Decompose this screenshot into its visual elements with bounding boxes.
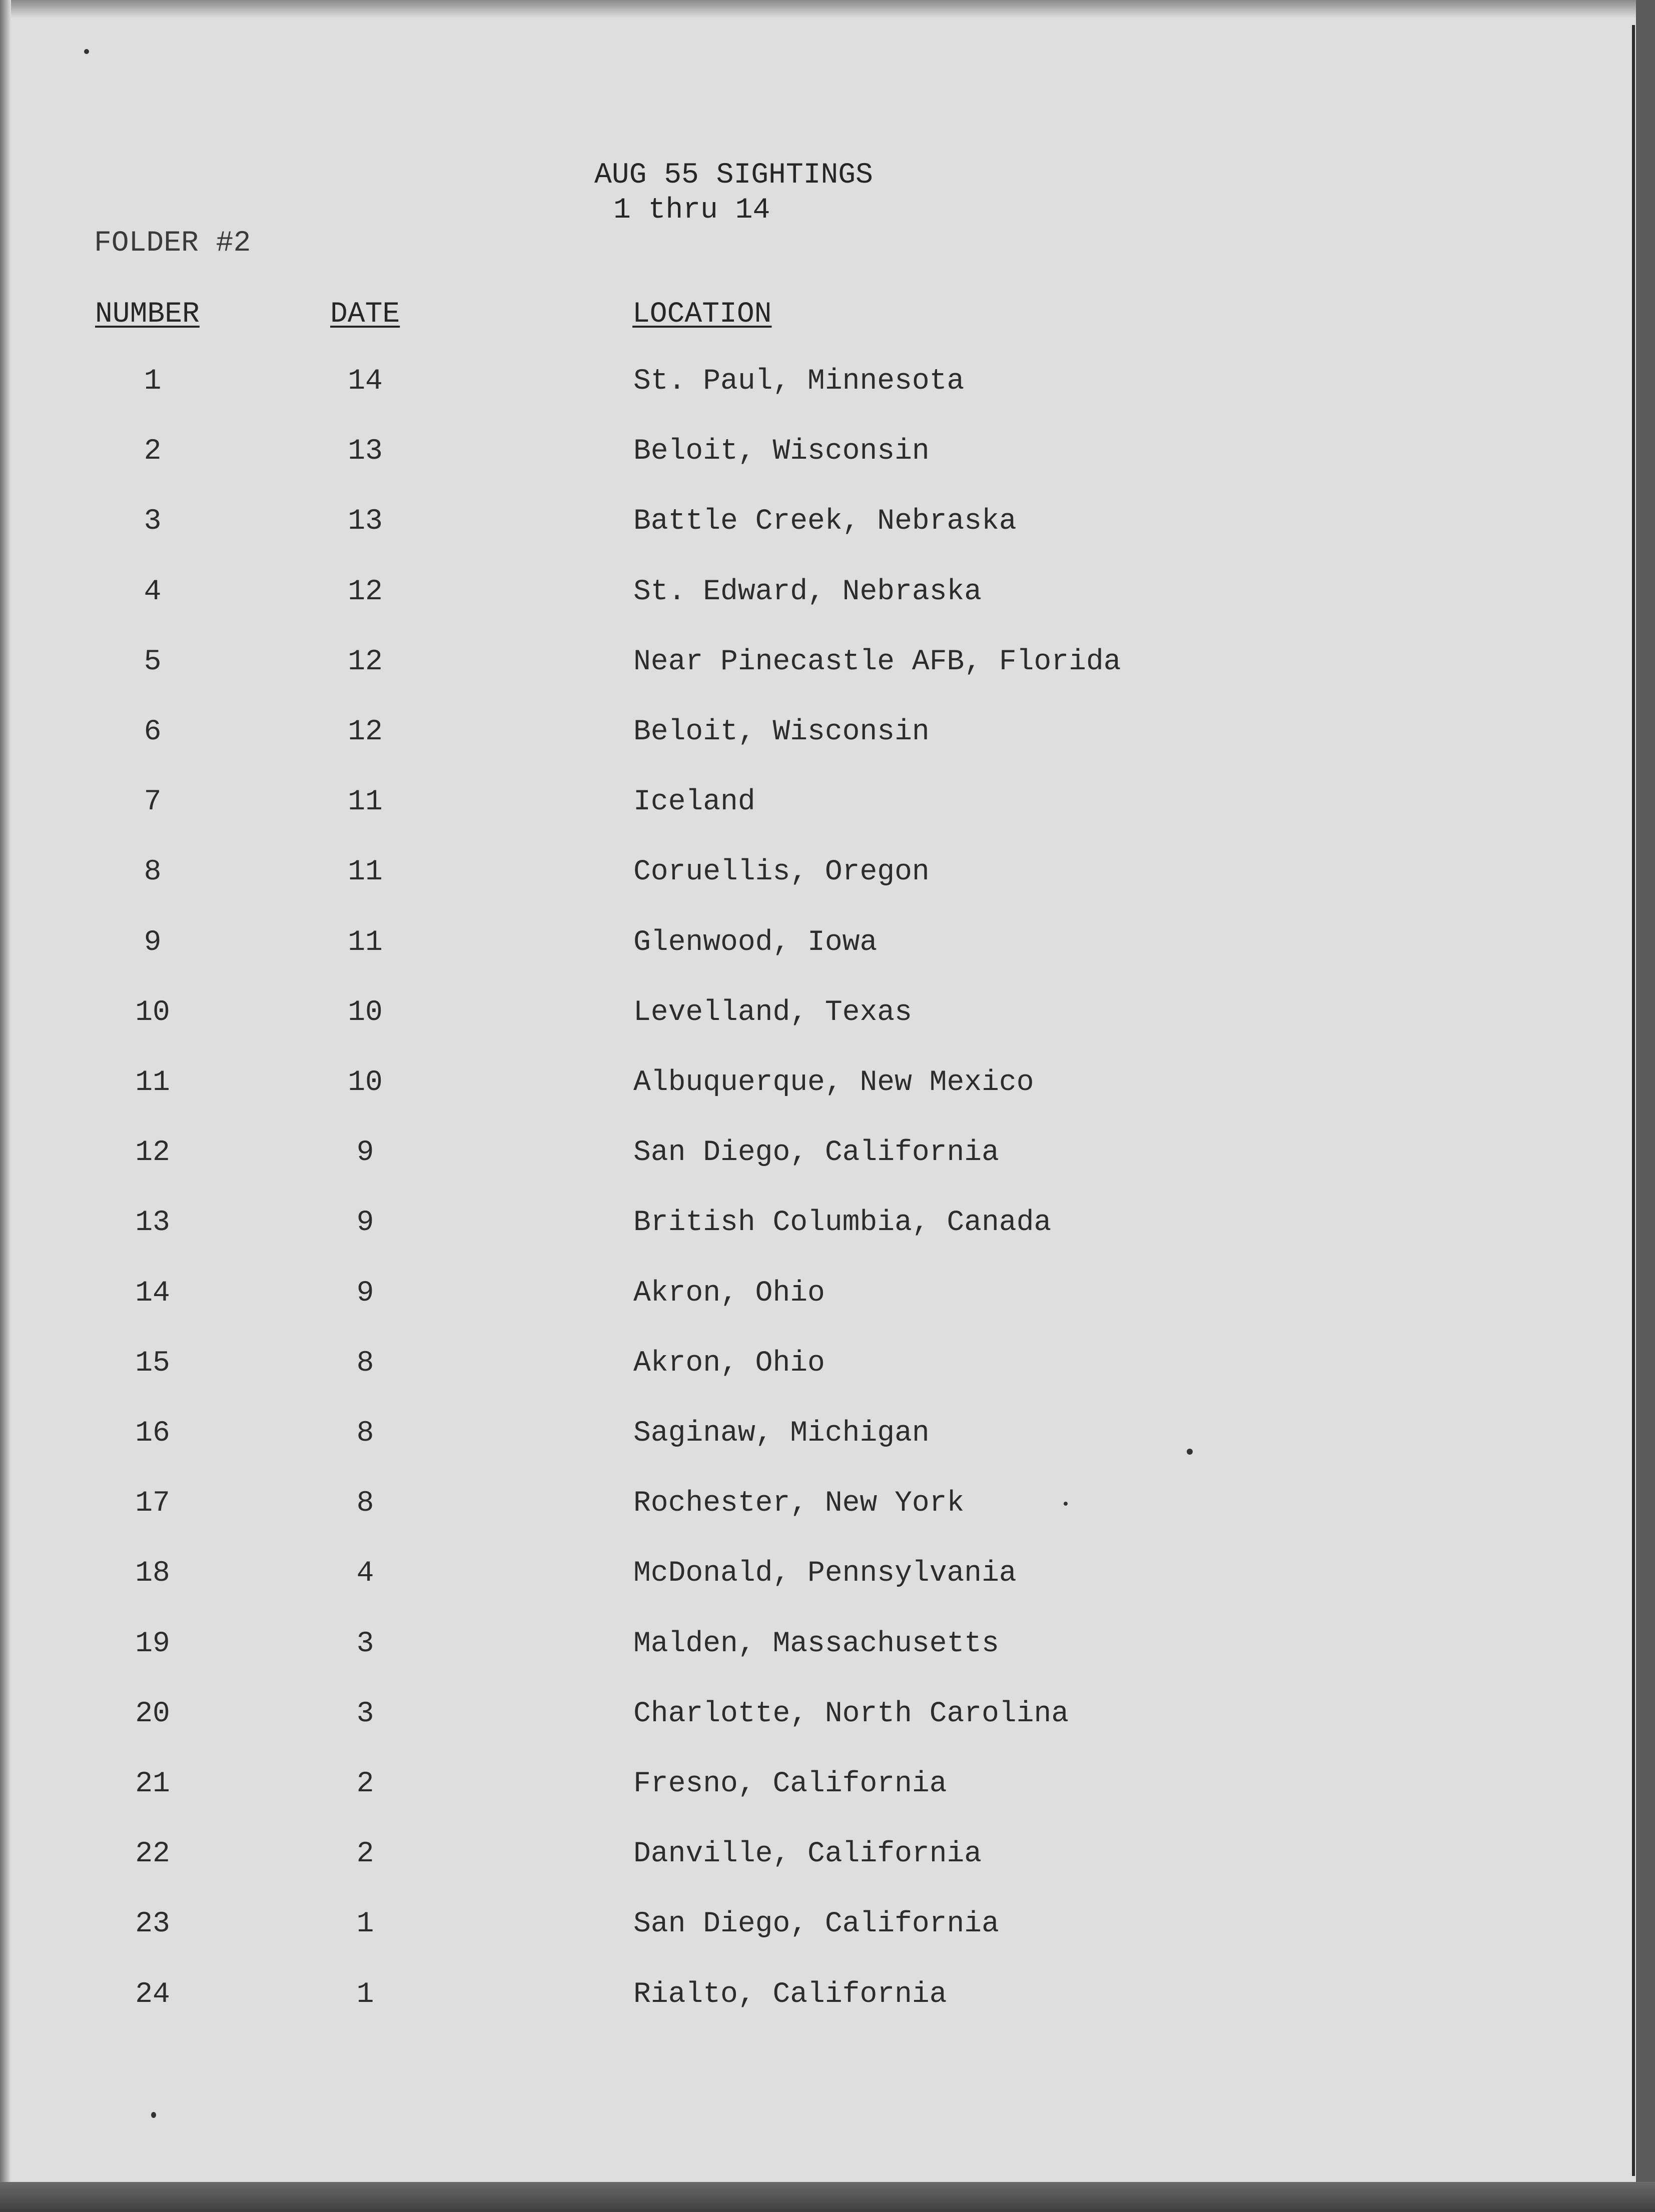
row-location: San Diego, California — [633, 1137, 999, 1169]
document-title: AUG 55 SIGHTINGS — [594, 159, 873, 192]
row-location: Iceland — [633, 786, 755, 818]
scan-bottom-edge — [0, 2182, 1655, 2212]
document-subtitle: 1 thru 14 — [613, 194, 770, 227]
table-row — [0, 1068, 1636, 1103]
row-location: Rochester, New York — [633, 1487, 965, 1520]
row-location: Charlotte, North Carolina — [633, 1698, 1069, 1730]
table-row — [0, 1559, 1636, 1594]
row-location: Malden, Massachusetts — [633, 1628, 999, 1660]
table-row — [0, 998, 1636, 1033]
row-number: 21 — [135, 1768, 170, 1800]
row-location: Fresno, California — [633, 1768, 947, 1800]
row-date: 14 — [348, 365, 383, 398]
row-number: 22 — [135, 1838, 170, 1870]
row-location: Near Pinecastle AFB, Florida — [633, 646, 1121, 678]
row-location: Saginaw, Michigan — [633, 1417, 930, 1450]
row-date: 11 — [348, 926, 383, 959]
row-location: Levelland, Texas — [633, 996, 912, 1029]
row-date: 11 — [348, 786, 383, 818]
row-location: Coruellis, Oregon — [633, 856, 930, 888]
row-number: 18 — [135, 1557, 170, 1590]
row-number: 9 — [144, 926, 162, 959]
folder-label: FOLDER #2 — [94, 227, 251, 260]
row-number: 8 — [144, 856, 162, 888]
table-row — [0, 928, 1636, 963]
row-date: 13 — [348, 435, 383, 468]
row-number: 19 — [135, 1628, 170, 1660]
column-header-location: LOCATION — [632, 298, 772, 331]
row-date: 1 — [356, 1978, 374, 2011]
row-number: 14 — [135, 1277, 170, 1310]
row-location: Akron, Ohio — [633, 1277, 825, 1310]
row-date: 4 — [356, 1557, 374, 1590]
row-date: 9 — [356, 1207, 374, 1239]
table-row — [0, 1209, 1636, 1244]
scan-speck — [151, 2112, 156, 2118]
table-row — [0, 788, 1636, 823]
row-number: 16 — [135, 1417, 170, 1450]
row-date: 9 — [356, 1137, 374, 1169]
row-location: Beloit, Wisconsin — [633, 435, 930, 468]
table-row — [0, 1139, 1636, 1174]
row-location: St. Edward, Nebraska — [633, 576, 982, 608]
row-date: 1 — [356, 1908, 374, 1940]
row-number: 23 — [135, 1908, 170, 1940]
column-header-date: DATE — [330, 298, 400, 331]
row-number: 2 — [144, 435, 162, 468]
row-location: Beloit, Wisconsin — [633, 716, 930, 748]
table-row — [0, 578, 1636, 613]
row-number: 15 — [135, 1347, 170, 1380]
row-location: Albuquerque, New Mexico — [633, 1066, 1034, 1099]
row-number: 3 — [144, 505, 162, 538]
row-date: 3 — [356, 1698, 374, 1730]
table-row — [0, 1840, 1636, 1875]
table-row — [0, 1279, 1636, 1314]
table-row — [0, 507, 1636, 542]
row-number: 11 — [135, 1066, 170, 1099]
row-date: 3 — [356, 1628, 374, 1660]
row-location: McDonald, Pennsylvania — [633, 1557, 1017, 1590]
row-location: San Diego, California — [633, 1908, 999, 1940]
row-number: 1 — [144, 365, 162, 398]
row-date: 13 — [348, 505, 383, 538]
row-date: 11 — [348, 856, 383, 888]
row-number: 20 — [135, 1698, 170, 1730]
row-date: 8 — [356, 1347, 374, 1380]
row-number: 12 — [135, 1137, 170, 1169]
row-date: 2 — [356, 1768, 374, 1800]
row-number: 13 — [135, 1207, 170, 1239]
table-row — [0, 1770, 1636, 1805]
table-row — [0, 1980, 1636, 2015]
row-number: 10 — [135, 996, 170, 1029]
row-date: 2 — [356, 1838, 374, 1870]
row-date: 8 — [356, 1487, 374, 1520]
row-location: Rialto, California — [633, 1978, 947, 2011]
row-date: 9 — [356, 1277, 374, 1310]
row-number: 4 — [144, 576, 162, 608]
row-number: 24 — [135, 1978, 170, 2011]
row-date: 12 — [348, 716, 383, 748]
row-location: Glenwood, Iowa — [633, 926, 878, 959]
row-date: 12 — [348, 646, 383, 678]
row-number: 17 — [135, 1487, 170, 1520]
row-date: 10 — [348, 1066, 383, 1099]
table-row — [0, 718, 1636, 753]
table-row — [0, 648, 1636, 683]
table-row — [0, 1419, 1636, 1454]
row-date: 10 — [348, 996, 383, 1029]
table-row — [0, 1700, 1636, 1735]
row-date: 8 — [356, 1417, 374, 1450]
row-number: 6 — [144, 716, 162, 748]
table-row — [0, 1489, 1636, 1524]
table-row — [0, 367, 1636, 402]
scan-speck — [1187, 1449, 1193, 1455]
scan-speck — [1064, 1502, 1068, 1506]
row-number: 5 — [144, 646, 162, 678]
column-header-number: NUMBER — [95, 298, 200, 331]
scan-top-shadow — [0, 0, 1636, 18]
row-location: St. Paul, Minnesota — [633, 365, 965, 398]
table-row — [0, 1630, 1636, 1665]
row-location: Akron, Ohio — [633, 1347, 825, 1380]
row-location: Danville, California — [633, 1838, 982, 1870]
row-location: British Columbia, Canada — [633, 1207, 1052, 1239]
table-row — [0, 1349, 1636, 1384]
scan-speck — [84, 49, 89, 54]
table-row — [0, 437, 1636, 472]
row-location: Battle Creek, Nebraska — [633, 505, 1017, 538]
table-row — [0, 1910, 1636, 1945]
table-row — [0, 858, 1636, 893]
row-number: 7 — [144, 786, 162, 818]
row-date: 12 — [348, 576, 383, 608]
